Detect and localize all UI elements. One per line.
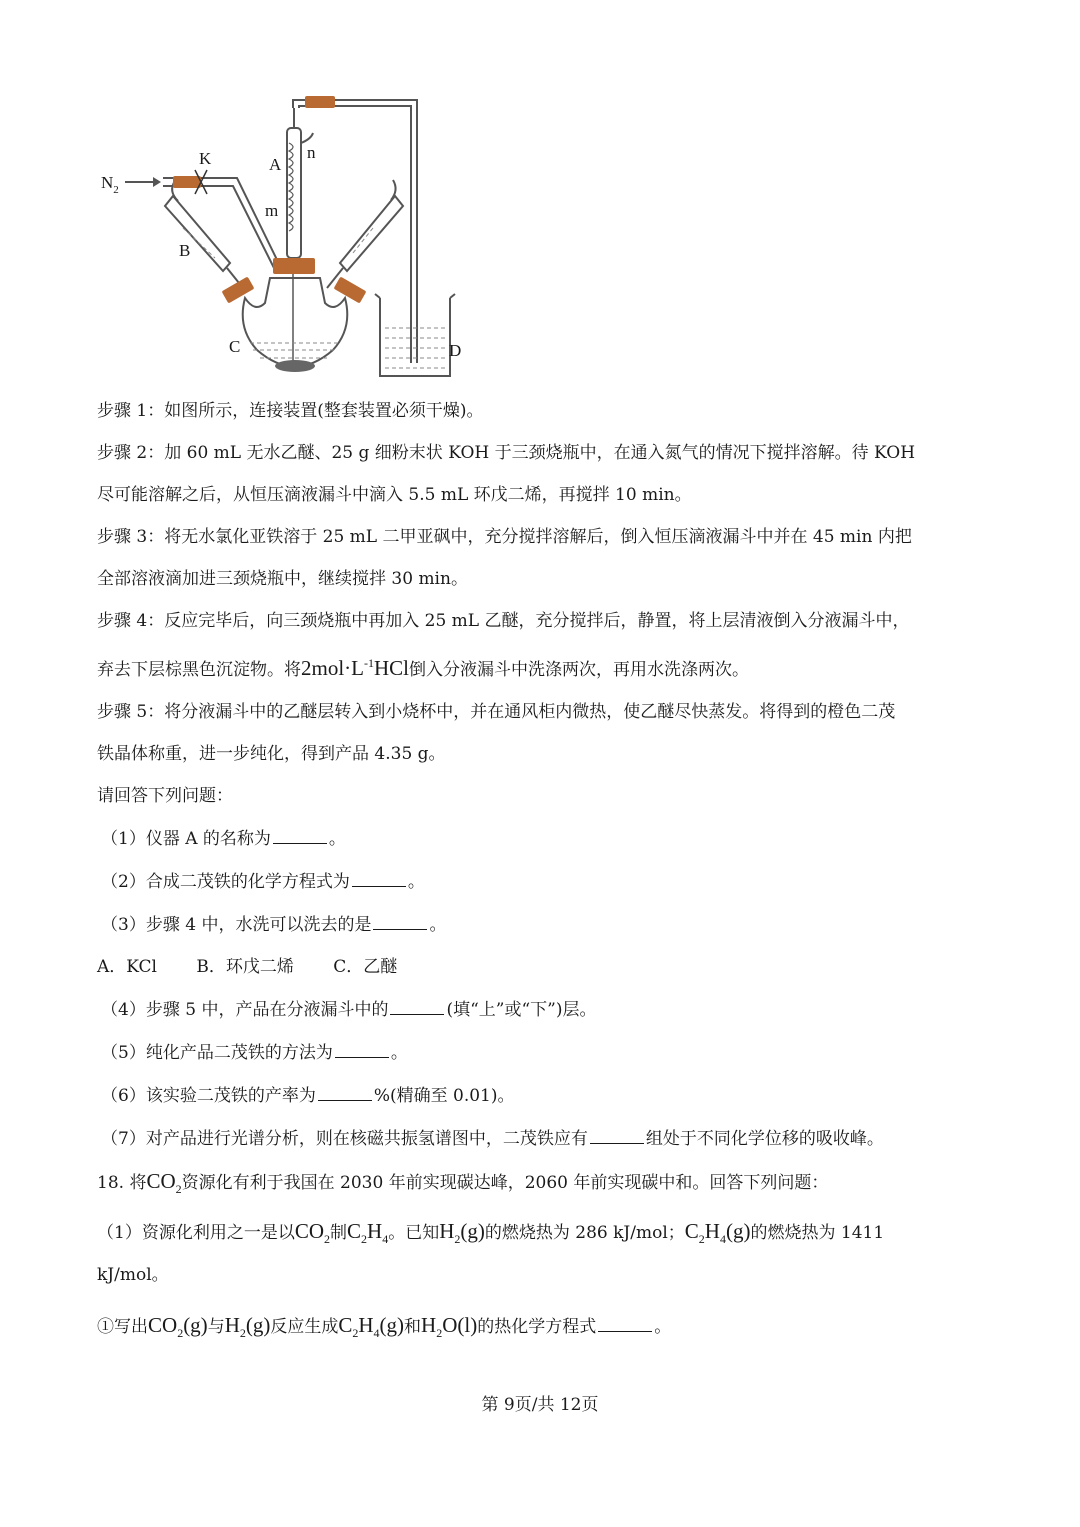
- valve-k-body: [173, 176, 201, 188]
- hcl-concentration: $2mol\cdot L^{-1}HCl$: [301, 656, 410, 680]
- funnel-right: [340, 196, 403, 271]
- label-c: C: [229, 337, 241, 356]
- outlet-tube-inner: [299, 106, 411, 363]
- page-footer: 第 9页/共 12页: [481, 1395, 599, 1415]
- label-k: K: [199, 149, 212, 168]
- choice-a[interactable]: A．KCl: [97, 957, 157, 977]
- choice-c[interactable]: C．乙醚: [333, 957, 398, 977]
- question-7: （7）对产品进行光谱分析，则在核磁共振氢谱图中，二茂铁应有 组处于不同化学位移的吸收峰。: [97, 1125, 997, 1152]
- label-n: n: [307, 143, 316, 162]
- answer-blank[interactable]: [318, 1082, 372, 1101]
- question-18-1-line2: kJ/mol。: [97, 1265, 169, 1286]
- answer-blank[interactable]: [598, 1313, 652, 1332]
- question-18: 18. 将$CO_2$资源化有利于我国在 2030 年前实现碳达峰，2060 年前实现碳中和。回答下列问题：: [97, 1169, 829, 1197]
- step-3: 步骤 3：将无水氯化亚铁溶于 25 mL 二甲亚砜中，充分搅拌溶解后，倒入恒压滴液漏斗中并在 45 min 内把 全部溶液滴加进三颈烧瓶中，继续搅拌 30 min。: [97, 527, 912, 589]
- answer-blank[interactable]: [335, 1039, 389, 1058]
- precipitate: [275, 360, 315, 372]
- condenser-a: [287, 128, 301, 258]
- step-5: 步骤 5：将分液漏斗中的乙醚层转入到小烧杯中，并在通风柜内微热，使乙醚尽快蒸发。将得到的橙色二茂 铁晶体称重，进一步纯化，得到产品 4.35 g。: [97, 702, 896, 764]
- port-n-tube: [301, 133, 313, 143]
- question-18-1: （1）资源化利用之一是以$CO_2$制$C_2H_4$。已知$H_2(g)$的燃烧热为 286 kJ/mol；$C_2H_4(g)$的燃烧热为 1411: [97, 1219, 885, 1247]
- answer-blank[interactable]: [273, 825, 327, 844]
- label-d: D: [449, 341, 462, 360]
- question-3: （3）步骤 4 中，水洗可以洗去的是 。: [97, 911, 997, 938]
- step-1: 步骤 1：如图所示，连接装置(整套装置必须干燥)。: [97, 401, 484, 421]
- label-a: A: [269, 155, 282, 174]
- beaker-lip: [375, 294, 455, 298]
- outlet-tube: [293, 100, 417, 363]
- question-5: （5）纯化产品二茂铁的方法为 。: [97, 1039, 997, 1066]
- question-6: （6）该实验二茂铁的产率为 %(精确至 0.01)。: [97, 1082, 997, 1109]
- question-4: （4）步骤 5 中，产品在分液漏斗中的 (填“上”或“下”)层。: [97, 996, 997, 1023]
- question-18-1-a: ①写出$CO_2(g)$与$H_2(g)$反应生成$C_2H_4(g)$和$H_2O(l)$的热化学方程式 。: [97, 1313, 672, 1341]
- label-n2: $N_2$: [101, 173, 119, 196]
- question-body: [97, 398, 997, 1363]
- choice-b[interactable]: B．环戊二烯: [196, 957, 294, 977]
- stopper-right: [334, 276, 367, 303]
- stopper-center: [273, 258, 315, 274]
- condenser-coil: [289, 143, 293, 231]
- prompt: 请回答下列问题：: [97, 786, 233, 806]
- step-4: 步骤 4：反应完毕后，向三颈烧瓶中再加入 25 mL 乙醚，充分搅拌后，静置，将上层清液倒入分液漏斗中， 弃去下层棕黑色沉淀物。将$2mol\cdot L^{-1}HCl$倒入分液漏斗中洗涤两次，再用水洗涤两次。: [97, 611, 910, 680]
- answer-blank[interactable]: [352, 868, 406, 887]
- funnel-b: [165, 196, 230, 271]
- answer-blank[interactable]: [373, 911, 427, 930]
- step-2: 步骤 2：加 60 mL 无水乙醚、25 g 细粉末状 KOH 于三颈烧瓶中，在通入氮气的情况下搅拌溶解。待 KOH 尽可能溶解之后，从恒压滴液漏斗中滴入 5.5 mL 环戊二烯，再搅拌 10 min。: [97, 443, 916, 505]
- label-b: B: [179, 241, 191, 260]
- three-neck-flask-c: [243, 278, 348, 367]
- n2-arrow-head: [153, 177, 161, 187]
- answer-blank[interactable]: [590, 1125, 644, 1144]
- question-1: （1）仪器 A 的名称为 。: [97, 825, 997, 852]
- answer-blank[interactable]: [390, 996, 444, 1015]
- question-3-choices: [97, 954, 997, 980]
- label-m: m: [265, 201, 279, 220]
- apparatus-diagram: [95, 88, 495, 383]
- stopper-top: [305, 96, 335, 108]
- question-2: （2）合成二茂铁的化学方程式为 。: [97, 868, 997, 895]
- beaker-d: [380, 298, 450, 376]
